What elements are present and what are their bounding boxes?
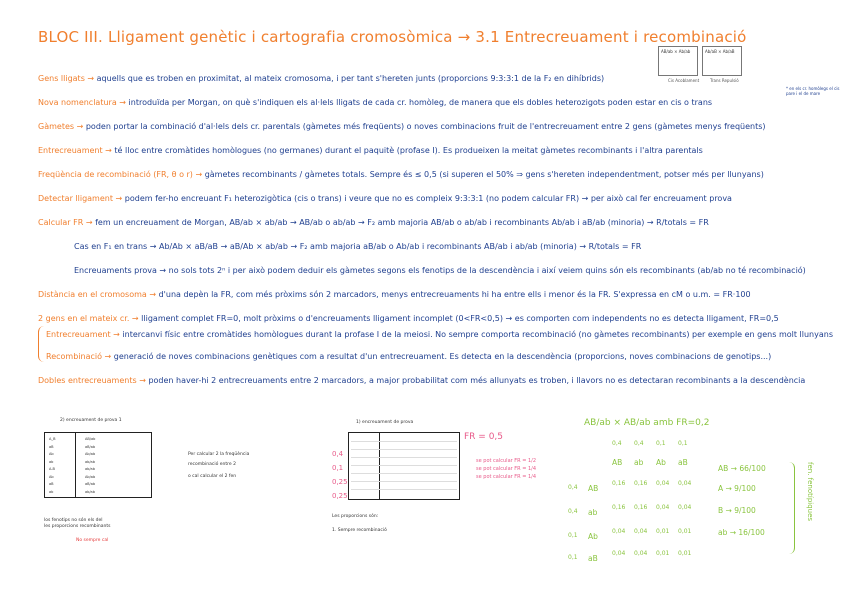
note-key: Dobles entrecreuaments → <box>38 376 146 385</box>
mid-table-caption: 1) encreuament de prova <box>356 420 414 425</box>
note-line <box>46 352 771 362</box>
note-line <box>38 122 766 132</box>
green-brace <box>788 462 795 554</box>
note-text: té lloc entre cromàtides homòlogues (no germanes) durant el paquitè (profase I). Es produeixen la meitat gàmetes recombinants i l'altra parentals <box>111 146 703 155</box>
green-cell-prob: 0,01 <box>656 550 670 557</box>
note-line <box>46 330 833 340</box>
note-text: Encreuaments prova → no sols tots 2ⁿ i per això podem deduir els gàmetes segons els fenotips de la descendència i així veiem quins són els recombinants (ab/ab no té recombinació) <box>74 266 806 275</box>
green-row-prob: 0,4 <box>568 484 578 491</box>
cis-mini-table <box>658 46 698 76</box>
note-text: aquells que es troben en proximitat, al mateix cromosoma, i per tant s'hereten junts (proporcions 9:3:3:1 de la F₂ en dihíbrids) <box>94 74 605 83</box>
left-row-genotype: Ab <box>49 452 54 456</box>
green-cell-prob: 0,16 <box>612 504 626 511</box>
note-text: podem fer-ho encreuant F₁ heterozigòtica (cis o trans) i veure que no es compleix 9:3:3:1 (no podem calcular FR) → per això cal fer encreuament prova <box>122 194 732 203</box>
left-row-value: aB/ab <box>85 482 96 486</box>
mid-footer-2: 1. Sempre recombinació <box>332 528 387 533</box>
green-row-gamete: aB <box>588 554 598 563</box>
mid-table-row <box>351 473 457 474</box>
note-key: Freqüència de recombinació (FR, θ o r) → <box>38 170 203 179</box>
left-row-genotype: Ab <box>49 474 54 479</box>
page-title: BLOC III. Lligament genètic i cartografia cromosòmica → 3.1 Entrecreuament i recombinació <box>38 28 747 46</box>
green-cell-prob: 0,04 <box>634 528 648 535</box>
mid-table-row <box>351 457 457 458</box>
note-text: poden haver-hi 2 entrecreuaments entre 2 marcadors, a major probabilitat com més allunyats es troben, i llavors no es detectaran recombinants a la descendència <box>145 376 806 385</box>
note-key: Gens lligats → <box>38 74 95 83</box>
left-panel-caption: 2) encreuament de prova 1 <box>60 418 122 423</box>
trans-mini-header: Ab/aB × Ab/aB <box>705 49 735 54</box>
left-row-value: Ab/ab <box>85 474 96 479</box>
note-text: intercanvi físic entre cromàtides homòlogues durant la profase I de la meiosi. No sempre comporta recombinació (no gàmetes recombinants) per exemple en gens molt llunyans <box>119 330 833 339</box>
mid-text-2: recombinació entre 2 <box>188 462 236 467</box>
mid-text-3: o cal calcular el 2 fen <box>188 474 237 479</box>
mid-footer-1: Les proporcions són: <box>332 514 379 519</box>
note-line <box>38 170 764 180</box>
note-text: fem un encreuament de Morgan, AB/ab × ab/ab → AB/ab o ab/ab → F₂ amb majoria AB/ab o ab/ab i recombinants Ab/ab i aB/ab (minoria) → R/totals = FR <box>92 218 709 227</box>
note-text: Cas en F₁ en trans → Ab/Ab × aB/aB → aB/Ab × ab/ab → F₂ amb majoria aB/ab o Ab/ab i recombinants AB/ab i ab/ab (minoria) → R/totals = FR <box>74 242 642 251</box>
green-cell-prob: 0,04 <box>678 480 692 487</box>
trans-mini-caption: Trans Repulsió <box>710 78 739 83</box>
trans-mini-table <box>702 46 742 76</box>
left-row-genotype: ab <box>49 489 54 494</box>
green-cell-prob: 0,16 <box>634 504 648 511</box>
mid-table-row <box>351 449 457 450</box>
note-key: Calcular FR → <box>38 218 93 227</box>
note-line <box>38 376 805 386</box>
left-row-genotype: ab <box>49 459 54 464</box>
green-cell-prob: 0,04 <box>678 504 692 511</box>
mid-table <box>348 432 460 500</box>
mid-side-value: 0,4 <box>332 450 344 458</box>
brace <box>38 326 45 362</box>
note-key: Gàmetes → <box>38 122 84 131</box>
fr-value: FR = 0,5 <box>464 432 504 442</box>
green-cell-prob: 0,04 <box>612 550 626 557</box>
mid-table-row <box>351 465 457 466</box>
green-row-prob: 0,1 <box>568 554 578 561</box>
mid-note: se pot calcular FR = 1/4 <box>476 474 537 480</box>
left-row-value: ab/ab <box>85 459 95 464</box>
cis-mini-caption: Cis Acoblament <box>668 78 700 83</box>
note-text: d'una depèn la FR, com més pròxims són 2 marcadors, menys entrecreuaments hi ha entre ells i menor és la FR. S'expressa en cM o u.m. = FR·100 <box>156 290 751 299</box>
left-row-genotype: aB <box>49 444 54 449</box>
note-line <box>38 74 604 84</box>
green-cell-prob: 0,04 <box>612 528 626 535</box>
left-row-value: ab/ab <box>85 467 95 471</box>
note-key: 2 gens en el mateix cr. → <box>38 314 139 323</box>
left-panel-red-note: No sempre cal <box>76 538 109 543</box>
mid-side-value: 0,25 <box>332 478 348 486</box>
green-cell-prob: 0,16 <box>612 480 626 487</box>
green-result: B → 9/100 <box>718 506 756 515</box>
green-result: ab → 16/100 <box>718 528 765 537</box>
green-cell-prob: 0,16 <box>634 480 648 487</box>
note-key: Entrecreuament → <box>38 146 112 155</box>
mid-note: se pot calcular FR = 1/4 <box>476 466 537 472</box>
green-row-prob: 0,4 <box>568 508 578 515</box>
green-row-gamete: AB <box>588 484 599 493</box>
green-row-prob: 0,1 <box>568 532 578 539</box>
green-row-gamete: ab <box>588 508 598 517</box>
note-line <box>38 98 712 108</box>
left-row-value: aB/ab <box>85 444 96 449</box>
mid-table-row <box>351 441 457 442</box>
note-line <box>38 218 709 228</box>
note-text: lligament complet FR=0, molt pròxims o d'encreuaments lligament incomplet (0<FR<0,5) → es comporten com independents no es detecta lligament, FR=0,5 <box>138 314 779 323</box>
note-line <box>38 194 732 204</box>
note-text: introduïda per Morgan, on què s'indiquen els al·lels lligats de cada cr. homòleg, de manera que els dobles heterozigots poden estar en cis o trans <box>125 98 713 107</box>
left-panel-footer-2: les proporcions recombinants <box>44 524 111 529</box>
green-brace-label: fen. fenotípiques <box>806 462 814 522</box>
note-line <box>74 266 806 276</box>
green-top-value: 0,4 <box>612 440 622 447</box>
note-key: Distància en el cromosoma → <box>38 290 157 299</box>
note-line <box>38 146 703 156</box>
left-table-divider <box>75 433 76 497</box>
left-row-genotype: aB <box>49 482 54 486</box>
note-text: poden portar la combinació d'al·lels dels cr. parentals (gàmetes més freqüents) o noves combinacions fruit de l'entrecreuament entre 2 gens (gàmetes menys freqüents) <box>83 122 766 131</box>
green-row-gamete: Ab <box>588 532 598 541</box>
left-row-value: Ab/ab <box>85 452 96 456</box>
mid-note: se pot calcular FR = 1/2 <box>476 458 537 464</box>
cis-mini-header: AB/ab × Ab/ab <box>661 49 691 54</box>
green-cell-prob: 0,04 <box>656 480 670 487</box>
green-top-value: 0,1 <box>656 440 666 447</box>
green-top-value: 0,4 <box>634 440 644 447</box>
note-line <box>38 290 751 300</box>
left-panel-footer-1: los fenotips no són els del <box>44 518 103 523</box>
left-row-value: AB/ab <box>85 437 96 441</box>
mid-table-row <box>351 489 457 490</box>
note-line <box>38 314 779 324</box>
mid-table-row <box>351 481 457 482</box>
green-result: A → 9/100 <box>718 484 756 493</box>
note-text: generació de noves combinacions genètiques com a resultat d'un entrecreuament. Es detecta en la descendència (proporcions, noves combinacions de genotips...) <box>111 352 772 361</box>
green-top-value: 0,1 <box>678 440 688 447</box>
side-note: * en els cr. homòlegs el cis pare i el de mare <box>786 86 840 96</box>
note-line <box>74 242 641 252</box>
green-top-gamete: Ab <box>656 458 666 467</box>
left-row-value: ab/ab <box>85 489 95 494</box>
green-result: AB → 66/100 <box>718 464 766 473</box>
green-cell-prob: 0,04 <box>656 504 670 511</box>
mid-side-value: 0,1 <box>332 464 344 472</box>
green-top-gamete: AB <box>612 458 623 467</box>
note-key: Recombinació → <box>46 352 112 361</box>
mid-text-1: Per calcular 2 la freqüència <box>188 452 250 457</box>
note-key: Nova nomenclatura → <box>38 98 126 107</box>
left-row-genotype: A-B <box>49 467 55 471</box>
note-text: gàmetes recombinants / gàmetes totals. Sempre és ≤ 0,5 (si superen el 50% ⇒ gens s'hereten independentment, potser més per llunyans) <box>202 170 764 179</box>
green-top-gamete: ab <box>634 458 644 467</box>
green-cell-prob: 0,01 <box>678 550 692 557</box>
left-row-genotype: A_B <box>49 437 56 441</box>
green-title: AB/ab × AB/ab amb FR=0,2 <box>584 418 710 428</box>
mid-side-value: 0,25 <box>332 492 348 500</box>
note-key: Detectar lligament → <box>38 194 123 203</box>
green-cell-prob: 0,04 <box>634 550 648 557</box>
note-key: Entrecreuament → <box>46 330 120 339</box>
green-top-gamete: aB <box>678 458 688 467</box>
left-panel-table <box>44 432 152 498</box>
green-cell-prob: 0,01 <box>678 528 692 535</box>
green-cell-prob: 0,01 <box>656 528 670 535</box>
